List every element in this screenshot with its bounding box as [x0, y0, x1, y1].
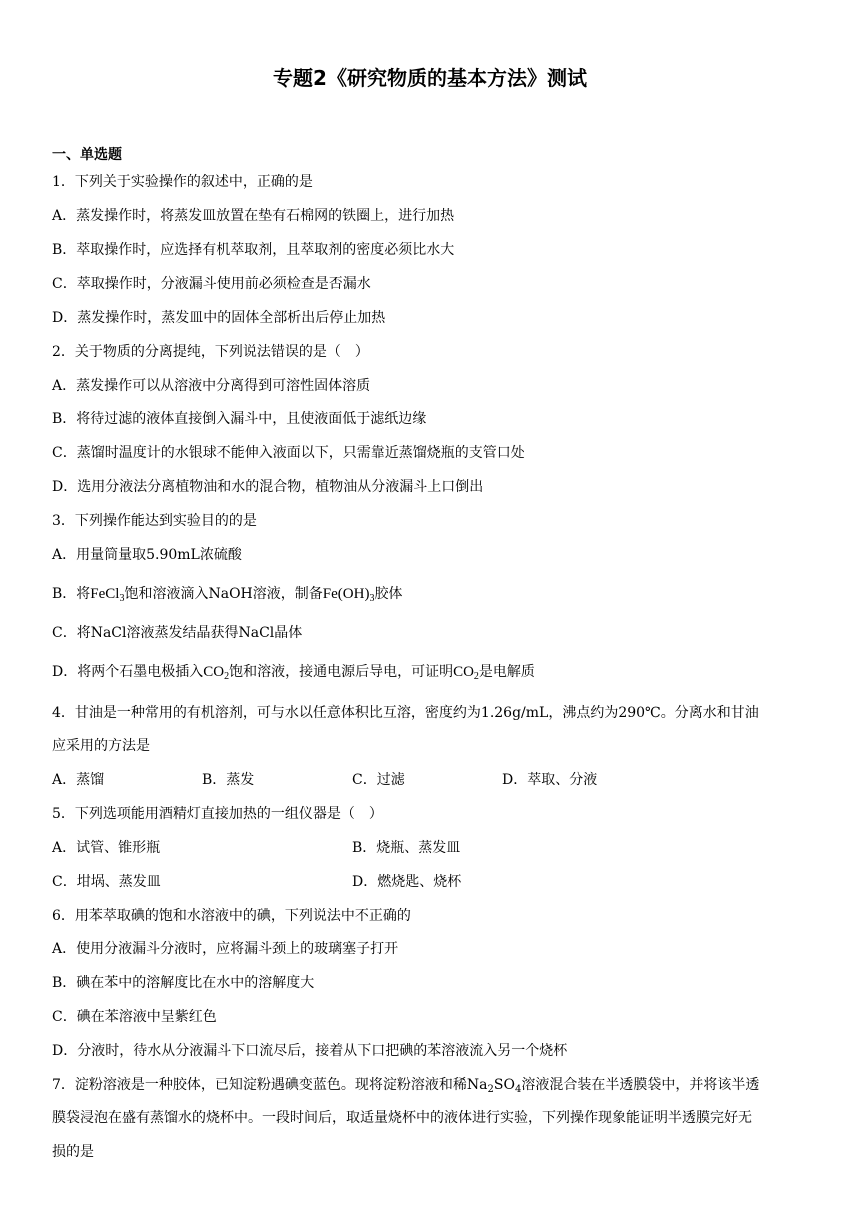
q2-option-c: C．蒸馏时温度计的水银球不能伸入液面以下，只需靠近蒸馏烧瓶的支管口处 [52, 445, 525, 461]
q5-stem: 5．下列选项能用酒精灯直接加热的一组仪器是（ ） [52, 806, 383, 822]
q4-option-a: A．蒸馏 [52, 772, 105, 788]
q1-option-a: A．蒸发操作时，将蒸发皿放置在垫有石棉网的铁圈上，进行加热 [52, 208, 455, 224]
q7-stem-line3: 损的是 [52, 1144, 94, 1160]
section-heading: 一、单选题 [52, 147, 122, 163]
co2-formula: $CO_2$ [203, 664, 230, 682]
q6-option-c: C．碘在苯溶液中呈紫红色 [52, 1009, 217, 1025]
q4-stem-line1: 4．甘油是一种常用的有机溶剂，可与水以任意体积比互溶，密度约为1.26g/mL，沸点约为290℃。分离水和甘油 [52, 705, 759, 721]
q3-option-c: C．将NaCl溶液蒸发结晶获得NaCl晶体 [52, 625, 303, 641]
q3-b-text-1: B．将 [52, 586, 91, 602]
q6-option-a: A．使用分液漏斗分液时，应将漏斗颈上的玻璃塞子打开 [52, 941, 399, 957]
q5-option-a: A．试管、锥形瓶 [52, 840, 161, 856]
q3-option-b [52, 584, 402, 604]
q7-stem-line2: 膜袋浸泡在盛有蒸馏水的烧杯中。一段时间后，取适量烧杯中的液体进行实验，下列操作现象能证明半透膜完好无 [52, 1110, 752, 1126]
q6-option-d: D．分液时，待水从分液漏斗下口流尽后，接着从下口把碘的苯溶液流入另一个烧杯 [52, 1043, 568, 1059]
q6-stem: 6．用苯萃取碘的饱和水溶液中的碘，下列说法中不正确的 [52, 908, 411, 924]
q3-b-text-2: 饱和溶液滴入NaOH溶液，制备 [124, 586, 323, 602]
q1-option-b: B．萃取操作时，应选择有机萃取剂，且萃取剂的密度必须比水大 [52, 242, 455, 258]
q7-stem-line1: 7．淀粉溶液是一种胶体，已知淀粉遇碘变蓝色。现将淀粉溶液和稀$Na_2SO_4$溶液混合装在半透膜袋中，并将该半透 [52, 1077, 760, 1095]
q4-option-b: B．蒸发 [202, 772, 255, 788]
q4-option-c: C．过滤 [352, 772, 405, 788]
q5-option-b: B．烧瓶、蒸发皿 [352, 840, 461, 856]
feoh3-formula: $Fe(OH)_3$ [322, 586, 375, 604]
q3-d-text-2: 饱和溶液，接通电源后导电，可证明 [229, 664, 454, 680]
q5-option-c: C．坩埚、蒸发皿 [52, 874, 161, 890]
q2-option-d: D．选用分液法分离植物油和水的混合物，植物油从分液漏斗上口倒出 [52, 479, 484, 495]
q1-option-c: C．萃取操作时，分液漏斗使用前必须检查是否漏水 [52, 276, 371, 292]
q6-option-b: B．碘在苯中的溶解度比在水中的溶解度大 [52, 975, 315, 991]
q2-option-b: B．将待过滤的液体直接倒入漏斗中，且使液面低于滤纸边缘 [52, 411, 427, 427]
q2-stem: 2．关于物质的分离提纯，下列说法错误的是（ ） [52, 344, 369, 360]
q3-d-text-1: D．将两个石墨电极插入 [52, 664, 204, 680]
q1-stem: 1．下列关于实验操作的叙述中，正确的是 [52, 174, 313, 190]
q4-stem-line2: 应采用的方法是 [52, 738, 150, 754]
q3-option-a: A．用量筒量取5.90mL浓硫酸 [52, 547, 242, 563]
q5-option-d: D．燃烧匙、烧杯 [352, 874, 462, 890]
q3-stem: 3．下列操作能达到实验目的的是 [52, 513, 257, 529]
q3-b-text-3: 胶体 [374, 586, 403, 602]
q3-d-text-3: 是电解质 [478, 664, 535, 680]
co2-formula-2: $CO_2$ [453, 664, 479, 682]
q2-option-a: A．蒸发操作可以从溶液中分离得到可溶性固体溶质 [52, 378, 371, 394]
fecl3-formula: FeCl$_3$ [90, 586, 125, 604]
q3-option-d [52, 662, 535, 682]
page-title: 专题2《研究物质的基本方法》测试 [273, 66, 587, 90]
q1-option-d: D．蒸发操作时，蒸发皿中的固体全部析出后停止加热 [52, 310, 386, 326]
q4-option-d: D．萃取、分液 [502, 772, 598, 788]
